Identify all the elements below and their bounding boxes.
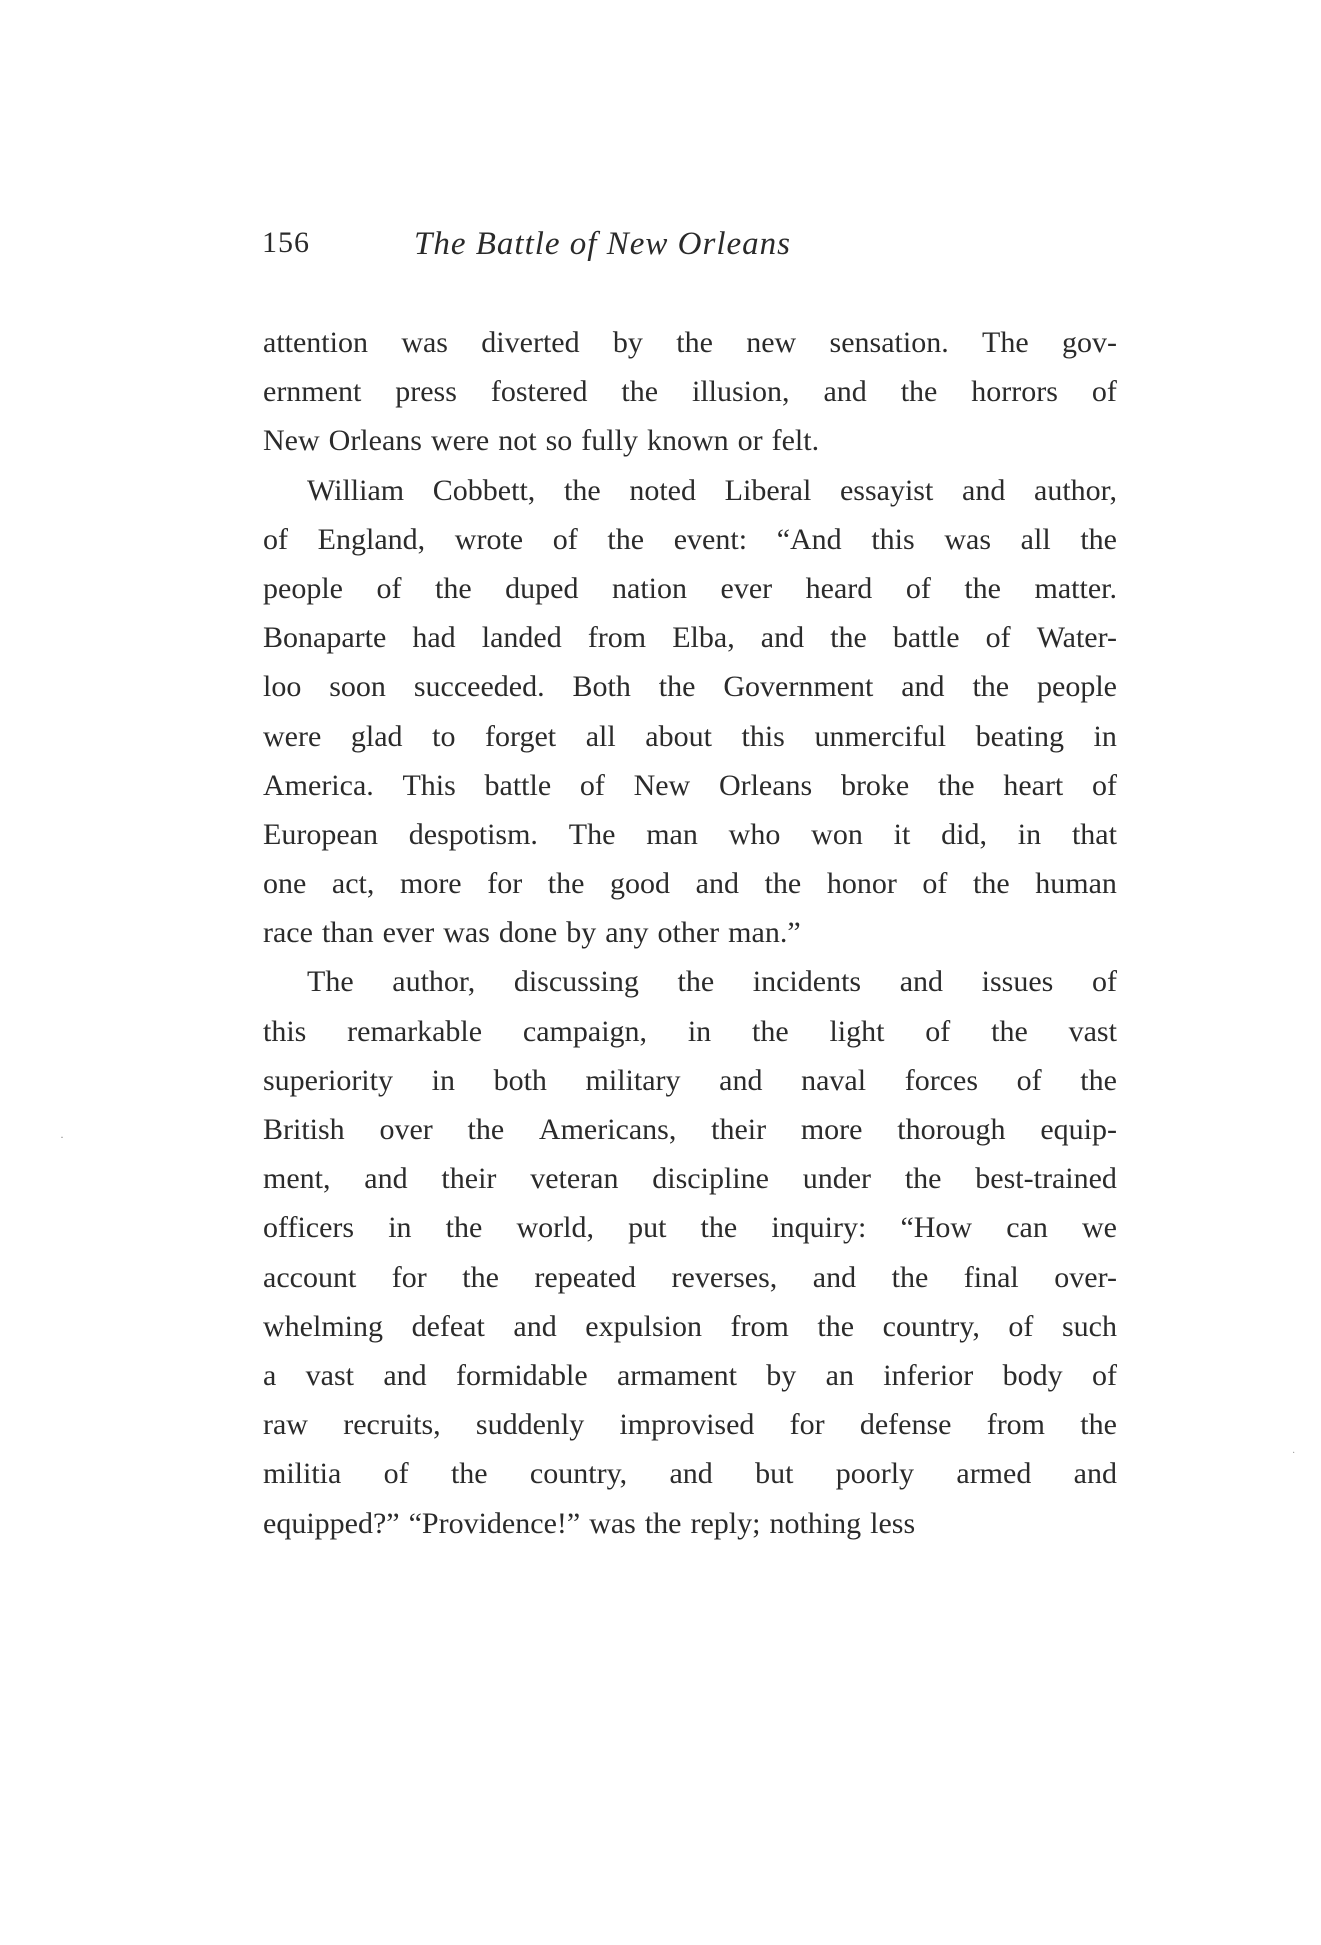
text-line: European despotism. The man who won it did, in that	[263, 817, 1117, 851]
text-line: whelming defeat and expulsion from the country, of such	[263, 1309, 1117, 1343]
text-line: America. This battle of New Orleans broke the heart of	[263, 768, 1117, 802]
text-line: The author, discussing the incidents and issues of	[307, 965, 1117, 999]
margin-dot: ·	[1292, 1448, 1296, 1459]
text-line: ernment press fostered the illusion, and the horrors of	[263, 375, 1117, 409]
text-line: of England, wrote of the event: “And this was all the	[263, 522, 1117, 556]
paragraph	[263, 318, 1117, 466]
text-line: loo soon succeeded. Both the Government and the people	[263, 670, 1117, 704]
text-line: equipped?” “Providence!” was the reply; nothing less	[263, 1506, 916, 1540]
page-number: 156	[262, 226, 310, 259]
text-line: Bonaparte had landed from Elba, and the battle of Water-	[263, 621, 1117, 655]
text-line: officers in the world, put the inquiry: “How can we	[263, 1211, 1117, 1245]
text-line: New Orleans were not so fully known or felt.	[263, 424, 820, 458]
text-line: raw recruits, suddenly improvised for defense from the	[263, 1408, 1117, 1442]
text-line: William Cobbett, the noted Liberal essayist and author,	[307, 473, 1117, 507]
text-line: British over the Americans, their more thorough equip-	[263, 1113, 1117, 1146]
text-line: were glad to forget all about this unmerciful beating in	[263, 719, 1117, 753]
paragraph	[263, 957, 1117, 1547]
running-title: The Battle of New Orleans	[414, 226, 791, 262]
text-line: a vast and formidable armament by an inferior body of	[263, 1358, 1117, 1392]
margin-mark: ·	[60, 1130, 64, 1144]
text-line: ment, and their veteran discipline under the best-trained	[263, 1162, 1117, 1196]
body-text	[263, 318, 1117, 1548]
text-line: this remarkable campaign, in the light of the vast	[263, 1014, 1117, 1048]
running-head	[262, 226, 1122, 276]
text-line: attention was diverted by the new sensation. The gov-	[263, 326, 1117, 359]
text-line: people of the duped nation ever heard of the matter.	[263, 571, 1117, 605]
text-line: account for the repeated reverses, and the final over-	[263, 1260, 1117, 1294]
text-line: one act, more for the good and the honor of the human	[263, 867, 1117, 901]
text-line: race than ever was done by any other man.”	[263, 916, 801, 950]
paragraph	[263, 466, 1117, 958]
text-line: militia of the country, and but poorly armed and	[263, 1457, 1117, 1491]
text-line: superiority in both military and naval forces of the	[263, 1063, 1117, 1097]
